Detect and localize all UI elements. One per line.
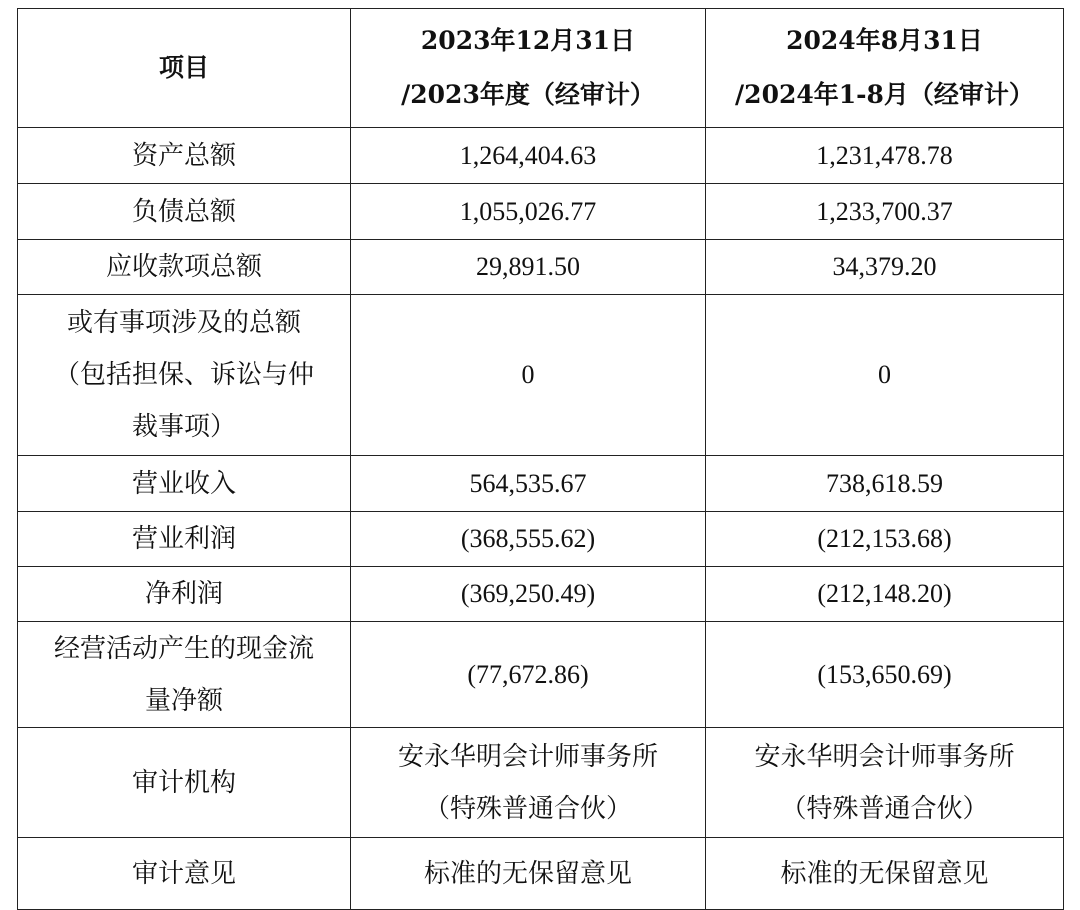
row-label (18, 622, 351, 728)
row-label: 负债总额 (18, 184, 351, 240)
table-row (18, 456, 1064, 512)
value-2023 (351, 728, 706, 838)
financial-summary-table (17, 8, 1064, 910)
value-2024: 738,618.59 (706, 456, 1064, 512)
value-2023: 29,891.50 (351, 240, 706, 295)
header-2024 (706, 9, 1064, 128)
value-2024: 1,231,478.78 (706, 128, 1064, 184)
auditor-name: 安永华明会计师事务所 (754, 741, 1015, 772)
table-row (18, 622, 1064, 728)
table-row (18, 128, 1064, 184)
header-2023-period: /2023年度（经审计） (401, 80, 655, 109)
value-2024: (212,148.20) (706, 567, 1064, 622)
value-2023: 1,264,404.63 (351, 128, 706, 184)
auditor-name: 安永华明会计师事务所 (397, 741, 658, 772)
row-label-line: 量净额 (144, 685, 223, 716)
value-2023: 标准的无保留意见 (351, 838, 706, 910)
table-row (18, 567, 1064, 622)
header-2023 (351, 9, 706, 128)
table-row (18, 728, 1064, 838)
table-row (18, 838, 1064, 910)
table-header-row (18, 9, 1064, 128)
header-item: 项目 (18, 9, 351, 128)
header-2023-date: 2023年12月31日 (420, 26, 636, 55)
row-label: 资产总额 (18, 128, 351, 184)
header-2024-period: /2024年1-8月（经审计） (735, 80, 1034, 109)
row-label: 审计意见 (18, 838, 351, 910)
row-label: 营业收入 (18, 456, 351, 512)
auditor-type: （特殊普通合伙） (423, 793, 632, 824)
value-2024: 0 (706, 295, 1064, 456)
table-row (18, 240, 1064, 295)
value-2023: (369,250.49) (351, 567, 706, 622)
row-label: 营业利润 (18, 512, 351, 567)
row-label: 审计机构 (18, 728, 351, 838)
table-row (18, 295, 1064, 456)
value-2023: (368,555.62) (351, 512, 706, 567)
row-label-line: （包括担保、诉讼与仲 (53, 360, 314, 390)
row-label: 应收款项总额 (18, 240, 351, 295)
value-2024: 标准的无保留意见 (706, 838, 1064, 910)
value-2023: (77,672.86) (351, 622, 706, 728)
row-label (18, 295, 351, 456)
row-label-line: 经营活动产生的现金流 (53, 633, 314, 664)
value-2023: 1,055,026.77 (351, 184, 706, 240)
header-2024-date: 2024年8月31日 (786, 26, 983, 55)
auditor-type: （特殊普通合伙） (780, 793, 989, 824)
value-2023: 564,535.67 (351, 456, 706, 512)
value-2023: 0 (351, 295, 706, 456)
value-2024: 1,233,700.37 (706, 184, 1064, 240)
value-2024: (153,650.69) (706, 622, 1064, 728)
row-label-line: 裁事项） (131, 412, 236, 442)
row-label: 净利润 (18, 567, 351, 622)
table-row (18, 184, 1064, 240)
table-row (18, 512, 1064, 567)
row-label-line: 或有事项涉及的总额 (66, 308, 301, 338)
value-2024: 34,379.20 (706, 240, 1064, 295)
value-2024 (706, 728, 1064, 838)
value-2024: (212,153.68) (706, 512, 1064, 567)
